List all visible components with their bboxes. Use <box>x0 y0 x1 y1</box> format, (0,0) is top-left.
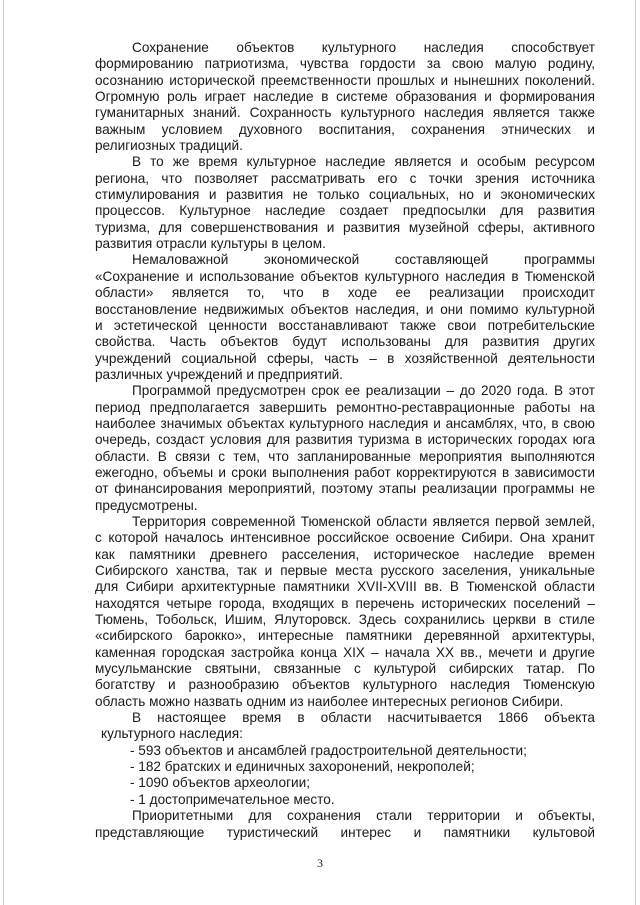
text-line: В настоящее время в области насчитывается 1866 объекта <box>132 710 595 726</box>
text-line: Сохранение объектов культурного наследия способствует <box>132 40 595 55</box>
text-line: «Сохранение и использование объектов культурного наследия в Тюменской <box>95 268 595 284</box>
text-line: очередь, создаст условия для развития туризма в исторических городах юга <box>95 432 595 448</box>
text-line: Территория современной Тюменской области является первой землей, <box>132 513 595 529</box>
text-line: для Сибири архитектурные памятники XVII-XVIII вв. В Тюменской области <box>95 579 595 595</box>
text-line: - 593 объектов и ансамблей градостроительной деятельности; <box>130 742 527 758</box>
text-line: восстановление недвижимых объектов наследия, и они помимо культурной <box>95 301 595 317</box>
text-line: - 1090 объектов археологии; <box>130 775 311 791</box>
text-line: предусмотрены. <box>95 497 198 513</box>
text-line: Программой предусмотрен срок ее реализации – до 2020 года. В этот <box>132 383 595 399</box>
page-edge-right <box>635 0 636 905</box>
text-line: стимулирования и развития не только социальных, но и экономических <box>95 187 595 203</box>
text-line: наиболее значимых объектах культурного наследия и ансамблях, что, в свою <box>95 415 595 431</box>
text-line: область можно назвать одним из наиболее интересных регионов Сибири. <box>95 693 564 709</box>
text-line: богатству и разнообразию объектов культурного наследия Тюменскую <box>95 677 595 693</box>
text-line: - 1 достопримечательное место. <box>130 791 335 807</box>
text-line: Огромную роль играет наследие в системе образования и формирования <box>95 89 595 105</box>
text-line: свойства. Часть объектов будут использованы для развития других <box>95 334 595 350</box>
text-line: мусульманские святыни, связанные с культурой сибирских татар. По <box>95 661 595 677</box>
text-line: период предполагается завершить ремонтно-реставрационные работы на <box>95 399 595 415</box>
text-line: важным условием духовного воспитания, сохранения этнических и <box>95 121 595 137</box>
text-line: гуманитарных знаний. Сохранность культурного наследия является также <box>95 105 595 121</box>
text-line: осознанию исторической преемственности прошлых и нынешних поколений. <box>95 72 595 88</box>
text-line: процессов. Культурное наследие создает предпосылки для развития <box>95 203 595 219</box>
document-body <box>95 40 595 841</box>
text-line: Приоритетными для сохранения стали территории и объекты, <box>132 808 595 824</box>
text-line: «сибирского барокко», интересные памятники деревянной архитектуры, <box>95 628 595 644</box>
text-line: формированию патриотизма, чувства гордости за свою малую родину, <box>95 56 595 72</box>
text-line: области» является то, что в ходе ее реализации происходит <box>95 285 595 301</box>
page-edge-left <box>3 0 4 905</box>
text-line: с которой началось интенсивное российское освоение Сибири. Она хранит <box>95 530 595 546</box>
text-line: религиозных традиций. <box>95 138 243 154</box>
text-line: каменная городская застройка конца XIX – начала XX вв., мечети и другие <box>95 644 595 660</box>
text-line: находятся четыре города, входящих в перечень исторических поселений – <box>95 595 595 611</box>
text-line: Немаловажной экономической составляющей программы <box>132 252 595 268</box>
text-line: ежегодно, объемы и сроки выполнения работ корректируются в зависимости <box>95 464 595 480</box>
text-line: области. В связи с тем, что запланированные мероприятия выполняются <box>95 448 595 464</box>
text-line: - 182 братских и единичных захоронений, некрополей; <box>130 759 475 775</box>
text-line: развития отрасли культуры в целом. <box>95 236 326 252</box>
text-line: региона, что позволяет рассматривать его с точки зрения источника <box>95 170 595 186</box>
page-number: 3 <box>317 856 323 870</box>
text-line: учреждений социальной сферы, часть – в хозяйственной деятельности <box>95 350 595 366</box>
text-line: В то же время культурное наследие является и особым ресурсом <box>132 154 595 170</box>
text-line: туризма, для совершенствования и развития музейной сферы, активного <box>95 219 595 235</box>
text-line: Тюмень, Тобольск, Ишим, Ялуторовск. Здесь сохранились церкви в стиле <box>95 612 595 628</box>
text-line: представляющие туристический интерес и памятники культовой <box>95 824 595 840</box>
text-line: культурного наследия: <box>101 726 243 742</box>
text-line: как памятники древнего расселения, историческое наследие времен <box>95 546 595 562</box>
text-line: и эстетической ценности восстанавливают также свои потребительские <box>95 317 595 333</box>
text-line: Сибирского ханства, так и первые места русского заселения, уникальные <box>95 563 595 578</box>
text-line: от финансирования мероприятий, поэтому этапы реализации программы не <box>95 481 595 497</box>
text-line: различных учреждений и предприятий. <box>95 366 343 382</box>
